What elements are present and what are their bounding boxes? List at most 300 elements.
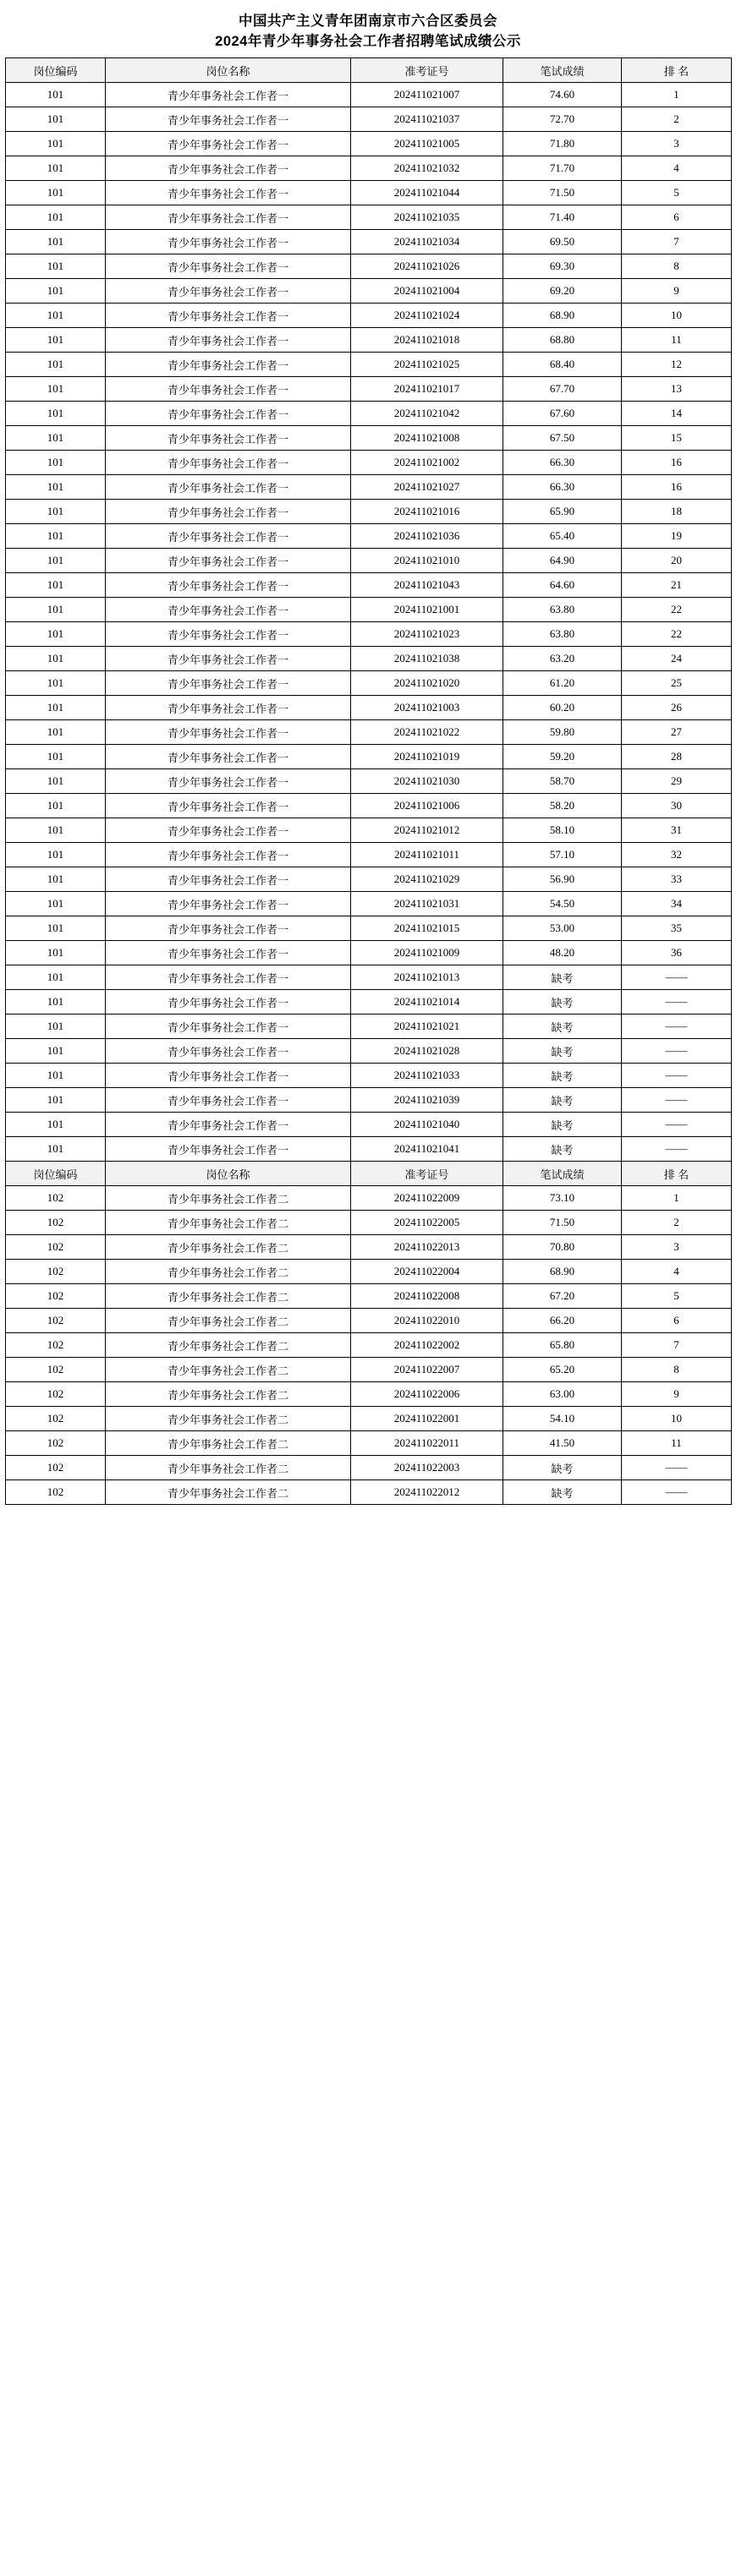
cell-rank: 4 — [622, 156, 732, 181]
cell-score: 缺考 — [503, 1039, 622, 1064]
cell-job-code: 101 — [6, 402, 106, 426]
cell-job-name: 青少年事务社会工作者二 — [106, 1382, 351, 1407]
cell-rank: 29 — [622, 769, 732, 794]
table-row — [6, 230, 732, 254]
cell-score: 54.10 — [503, 1407, 622, 1431]
cell-job-name: 青少年事务社会工作者一 — [106, 990, 351, 1015]
table-row — [6, 990, 732, 1015]
cell-score: 66.20 — [503, 1309, 622, 1333]
cell-score: 71.50 — [503, 1211, 622, 1235]
cell-score: 41.50 — [503, 1431, 622, 1456]
table-row — [6, 205, 732, 230]
cell-score: 缺考 — [503, 1088, 622, 1113]
cell-ticket-no: 202411021037 — [351, 107, 503, 132]
cell-job-code: 102 — [6, 1456, 106, 1480]
cell-job-code: 101 — [6, 867, 106, 892]
cell-job-code: 101 — [6, 524, 106, 549]
cell-job-code: 102 — [6, 1333, 106, 1358]
cell-job-code: 101 — [6, 107, 106, 132]
cell-rank: 3 — [622, 132, 732, 156]
cell-job-code: 101 — [6, 1064, 106, 1088]
cell-rank: 14 — [622, 402, 732, 426]
cell-job-name: 青少年事务社会工作者二 — [106, 1407, 351, 1431]
cell-ticket-no: 202411021044 — [351, 181, 503, 205]
table-row — [6, 500, 732, 524]
cell-job-name: 青少年事务社会工作者一 — [106, 573, 351, 598]
cell-job-code: 102 — [6, 1480, 106, 1505]
column-header: 排 名 — [622, 1162, 732, 1186]
cell-job-name: 青少年事务社会工作者一 — [106, 83, 351, 107]
cell-ticket-no: 202411021007 — [351, 83, 503, 107]
table-row — [6, 1456, 732, 1480]
table-row — [6, 1015, 732, 1039]
cell-ticket-no: 202411022008 — [351, 1284, 503, 1309]
table-row — [6, 1186, 732, 1211]
cell-rank: —— — [622, 1039, 732, 1064]
table-row — [6, 769, 732, 794]
cell-rank: 22 — [622, 598, 732, 622]
cell-rank: 18 — [622, 500, 732, 524]
cell-job-code: 101 — [6, 1137, 106, 1162]
cell-score: 68.40 — [503, 353, 622, 377]
cell-rank: 26 — [622, 696, 732, 720]
cell-job-name: 青少年事务社会工作者二 — [106, 1235, 351, 1260]
cell-score: 54.50 — [503, 892, 622, 916]
table-row — [6, 696, 732, 720]
table-row — [6, 132, 732, 156]
cell-job-code: 102 — [6, 1431, 106, 1456]
cell-ticket-no: 202411022010 — [351, 1309, 503, 1333]
cell-score: 65.90 — [503, 500, 622, 524]
cell-job-code: 101 — [6, 132, 106, 156]
column-header: 准考证号 — [351, 1162, 503, 1186]
cell-rank: 4 — [622, 1260, 732, 1284]
cell-ticket-no: 202411021021 — [351, 1015, 503, 1039]
table-row — [6, 475, 732, 500]
cell-ticket-no: 202411021024 — [351, 304, 503, 328]
cell-job-code: 101 — [6, 279, 106, 304]
cell-ticket-no: 202411021012 — [351, 818, 503, 843]
cell-job-code: 101 — [6, 671, 106, 696]
cell-job-name: 青少年事务社会工作者一 — [106, 1137, 351, 1162]
cell-job-code: 101 — [6, 745, 106, 769]
cell-ticket-no: 202411021010 — [351, 549, 503, 573]
cell-ticket-no: 202411021004 — [351, 279, 503, 304]
cell-ticket-no: 202411022011 — [351, 1431, 503, 1456]
cell-job-name: 青少年事务社会工作者二 — [106, 1309, 351, 1333]
cell-job-code: 101 — [6, 230, 106, 254]
cell-job-name: 青少年事务社会工作者二 — [106, 1186, 351, 1211]
table-row — [6, 402, 732, 426]
cell-ticket-no: 202411021033 — [351, 1064, 503, 1088]
cell-ticket-no: 202411022009 — [351, 1186, 503, 1211]
cell-ticket-no: 202411021030 — [351, 769, 503, 794]
cell-job-code: 102 — [6, 1309, 106, 1333]
cell-rank: 9 — [622, 279, 732, 304]
cell-job-name: 青少年事务社会工作者一 — [106, 720, 351, 745]
cell-job-name: 青少年事务社会工作者一 — [106, 205, 351, 230]
cell-job-code: 101 — [6, 1039, 106, 1064]
table-row — [6, 1382, 732, 1407]
cell-score: 缺考 — [503, 1456, 622, 1480]
cell-job-code: 101 — [6, 549, 106, 573]
table-row — [6, 1309, 732, 1333]
cell-ticket-no: 202411021029 — [351, 867, 503, 892]
cell-job-code: 101 — [6, 818, 106, 843]
cell-ticket-no: 202411022005 — [351, 1211, 503, 1235]
cell-job-code: 101 — [6, 475, 106, 500]
cell-ticket-no: 202411022004 — [351, 1260, 503, 1284]
table-row — [6, 1064, 732, 1088]
cell-rank: 8 — [622, 1358, 732, 1382]
cell-score: 63.00 — [503, 1382, 622, 1407]
cell-ticket-no: 202411021018 — [351, 328, 503, 353]
cell-rank: 6 — [622, 1309, 732, 1333]
cell-job-code: 102 — [6, 1260, 106, 1284]
table-row — [6, 573, 732, 598]
cell-score: 67.50 — [503, 426, 622, 451]
cell-ticket-no: 202411021020 — [351, 671, 503, 696]
cell-ticket-no: 202411022001 — [351, 1407, 503, 1431]
cell-job-name: 青少年事务社会工作者一 — [106, 769, 351, 794]
cell-score: 58.70 — [503, 769, 622, 794]
cell-job-code: 101 — [6, 647, 106, 671]
cell-job-name: 青少年事务社会工作者一 — [106, 377, 351, 402]
cell-score: 65.40 — [503, 524, 622, 549]
cell-job-name: 青少年事务社会工作者一 — [106, 622, 351, 647]
cell-job-code: 101 — [6, 304, 106, 328]
cell-job-code: 101 — [6, 156, 106, 181]
cell-job-name: 青少年事务社会工作者二 — [106, 1358, 351, 1382]
table-row — [6, 1333, 732, 1358]
cell-job-code: 101 — [6, 573, 106, 598]
cell-rank: 32 — [622, 843, 732, 867]
cell-job-name: 青少年事务社会工作者一 — [106, 254, 351, 279]
cell-ticket-no: 202411021031 — [351, 892, 503, 916]
cell-score: 58.10 — [503, 818, 622, 843]
cell-ticket-no: 202411021015 — [351, 916, 503, 941]
table-row — [6, 1211, 732, 1235]
cell-rank: 34 — [622, 892, 732, 916]
cell-score: 71.40 — [503, 205, 622, 230]
cell-job-name: 青少年事务社会工作者一 — [106, 181, 351, 205]
cell-score: 67.70 — [503, 377, 622, 402]
cell-rank: 8 — [622, 254, 732, 279]
cell-job-name: 青少年事务社会工作者一 — [106, 230, 351, 254]
cell-job-name: 青少年事务社会工作者一 — [106, 353, 351, 377]
cell-rank: 1 — [622, 1186, 732, 1211]
cell-rank: —— — [622, 1113, 732, 1137]
cell-rank: 7 — [622, 1333, 732, 1358]
cell-score: 69.50 — [503, 230, 622, 254]
cell-ticket-no: 202411021028 — [351, 1039, 503, 1064]
column-header: 笔试成绩 — [503, 1162, 622, 1186]
cell-job-code: 101 — [6, 1088, 106, 1113]
table-row — [6, 843, 732, 867]
table-row — [6, 647, 732, 671]
cell-score: 64.60 — [503, 573, 622, 598]
cell-ticket-no: 202411021019 — [351, 745, 503, 769]
cell-job-name: 青少年事务社会工作者二 — [106, 1333, 351, 1358]
cell-job-name: 青少年事务社会工作者一 — [106, 132, 351, 156]
table-row — [6, 107, 732, 132]
cell-rank: 25 — [622, 671, 732, 696]
cell-job-name: 青少年事务社会工作者一 — [106, 1015, 351, 1039]
cell-job-name: 青少年事务社会工作者一 — [106, 941, 351, 965]
cell-rank: 12 — [622, 353, 732, 377]
cell-ticket-no: 202411021005 — [351, 132, 503, 156]
cell-job-name: 青少年事务社会工作者二 — [106, 1211, 351, 1235]
table-header-row — [6, 58, 732, 83]
cell-rank: 33 — [622, 867, 732, 892]
cell-job-name: 青少年事务社会工作者一 — [106, 671, 351, 696]
cell-score: 69.30 — [503, 254, 622, 279]
cell-score: 71.50 — [503, 181, 622, 205]
cell-job-code: 101 — [6, 598, 106, 622]
cell-job-name: 青少年事务社会工作者一 — [106, 328, 351, 353]
cell-job-name: 青少年事务社会工作者二 — [106, 1260, 351, 1284]
cell-rank: 35 — [622, 916, 732, 941]
cell-score: 69.20 — [503, 279, 622, 304]
column-header: 岗位名称 — [106, 58, 351, 83]
cell-rank: 2 — [622, 107, 732, 132]
cell-ticket-no: 202411021040 — [351, 1113, 503, 1137]
table-row — [6, 304, 732, 328]
cell-score: 缺考 — [503, 1480, 622, 1505]
cell-score: 70.80 — [503, 1235, 622, 1260]
cell-rank: 5 — [622, 181, 732, 205]
cell-rank: 31 — [622, 818, 732, 843]
cell-score: 缺考 — [503, 1113, 622, 1137]
table-row — [6, 794, 732, 818]
cell-ticket-no: 202411021043 — [351, 573, 503, 598]
table-row — [6, 156, 732, 181]
exam-results-table — [5, 57, 732, 1505]
column-header: 准考证号 — [351, 58, 503, 83]
cell-rank: 19 — [622, 524, 732, 549]
table-row — [6, 1039, 732, 1064]
cell-ticket-no: 202411022002 — [351, 1333, 503, 1358]
cell-job-code: 102 — [6, 1211, 106, 1235]
cell-score: 65.20 — [503, 1358, 622, 1382]
cell-job-code: 101 — [6, 696, 106, 720]
cell-rank: 3 — [622, 1235, 732, 1260]
table-header-row — [6, 1162, 732, 1186]
table-row — [6, 892, 732, 916]
table-row — [6, 916, 732, 941]
cell-job-code: 102 — [6, 1235, 106, 1260]
cell-rank: 11 — [622, 1431, 732, 1456]
cell-job-name: 青少年事务社会工作者二 — [106, 1431, 351, 1456]
cell-ticket-no: 202411021041 — [351, 1137, 503, 1162]
table-row — [6, 181, 732, 205]
column-header: 排 名 — [622, 58, 732, 83]
cell-rank: —— — [622, 990, 732, 1015]
cell-job-name: 青少年事务社会工作者一 — [106, 1088, 351, 1113]
table-row — [6, 1358, 732, 1382]
cell-rank: —— — [622, 965, 732, 990]
cell-job-name: 青少年事务社会工作者一 — [106, 1064, 351, 1088]
cell-job-code: 101 — [6, 426, 106, 451]
cell-ticket-no: 202411022007 — [351, 1358, 503, 1382]
cell-job-name: 青少年事务社会工作者一 — [106, 1039, 351, 1064]
table-row — [6, 1235, 732, 1260]
cell-job-name: 青少年事务社会工作者一 — [106, 916, 351, 941]
cell-job-code: 101 — [6, 843, 106, 867]
cell-ticket-no: 202411021017 — [351, 377, 503, 402]
table-row — [6, 524, 732, 549]
cell-job-code: 102 — [6, 1358, 106, 1382]
cell-job-name: 青少年事务社会工作者一 — [106, 156, 351, 181]
table-row — [6, 818, 732, 843]
cell-rank: 10 — [622, 304, 732, 328]
cell-job-name: 青少年事务社会工作者一 — [106, 279, 351, 304]
cell-job-name: 青少年事务社会工作者一 — [106, 892, 351, 916]
cell-rank: —— — [622, 1088, 732, 1113]
cell-rank: 2 — [622, 1211, 732, 1235]
cell-ticket-no: 202411022006 — [351, 1382, 503, 1407]
table-row — [6, 1137, 732, 1162]
cell-score: 74.60 — [503, 83, 622, 107]
table-row — [6, 1088, 732, 1113]
cell-score: 59.80 — [503, 720, 622, 745]
cell-job-code: 101 — [6, 916, 106, 941]
table-row — [6, 279, 732, 304]
cell-rank: 1 — [622, 83, 732, 107]
cell-score: 73.10 — [503, 1186, 622, 1211]
cell-rank: —— — [622, 1480, 732, 1505]
cell-score: 67.20 — [503, 1284, 622, 1309]
cell-rank: 13 — [622, 377, 732, 402]
cell-job-name: 青少年事务社会工作者一 — [106, 965, 351, 990]
cell-job-name: 青少年事务社会工作者一 — [106, 451, 351, 475]
cell-score: 68.90 — [503, 304, 622, 328]
cell-score: 66.30 — [503, 475, 622, 500]
cell-rank: —— — [622, 1015, 732, 1039]
cell-ticket-no: 202411021003 — [351, 696, 503, 720]
cell-ticket-no: 202411021042 — [351, 402, 503, 426]
cell-job-name: 青少年事务社会工作者一 — [106, 500, 351, 524]
cell-job-code: 102 — [6, 1186, 106, 1211]
cell-ticket-no: 202411021011 — [351, 843, 503, 867]
cell-ticket-no: 202411022013 — [351, 1235, 503, 1260]
cell-rank: 30 — [622, 794, 732, 818]
cell-job-name: 青少年事务社会工作者一 — [106, 843, 351, 867]
cell-job-code: 101 — [6, 990, 106, 1015]
cell-rank: 7 — [622, 230, 732, 254]
cell-job-name: 青少年事务社会工作者一 — [106, 598, 351, 622]
cell-job-name: 青少年事务社会工作者一 — [106, 745, 351, 769]
cell-job-name: 青少年事务社会工作者一 — [106, 1113, 351, 1137]
table-row — [6, 549, 732, 573]
cell-rank: 5 — [622, 1284, 732, 1309]
cell-score: 71.80 — [503, 132, 622, 156]
cell-rank: 22 — [622, 622, 732, 647]
column-header: 笔试成绩 — [503, 58, 622, 83]
cell-score: 48.20 — [503, 941, 622, 965]
cell-score: 68.90 — [503, 1260, 622, 1284]
cell-job-code: 101 — [6, 769, 106, 794]
cell-job-name: 青少年事务社会工作者一 — [106, 524, 351, 549]
table-row — [6, 426, 732, 451]
cell-rank: 16 — [622, 475, 732, 500]
cell-job-name: 青少年事务社会工作者一 — [106, 794, 351, 818]
cell-ticket-no: 202411022003 — [351, 1456, 503, 1480]
cell-ticket-no: 202411022012 — [351, 1480, 503, 1505]
cell-job-code: 101 — [6, 377, 106, 402]
cell-ticket-no: 202411021002 — [351, 451, 503, 475]
cell-job-name: 青少年事务社会工作者一 — [106, 818, 351, 843]
table-row — [6, 377, 732, 402]
cell-score: 63.80 — [503, 598, 622, 622]
table-row — [6, 1480, 732, 1505]
cell-score: 59.20 — [503, 745, 622, 769]
cell-job-name: 青少年事务社会工作者二 — [106, 1456, 351, 1480]
cell-score: 53.00 — [503, 916, 622, 941]
table-row — [6, 941, 732, 965]
cell-job-code: 102 — [6, 1407, 106, 1431]
cell-job-code: 101 — [6, 205, 106, 230]
cell-job-code: 101 — [6, 965, 106, 990]
table-row — [6, 1407, 732, 1431]
cell-rank: —— — [622, 1064, 732, 1088]
cell-ticket-no: 202411021009 — [351, 941, 503, 965]
cell-ticket-no: 202411021016 — [351, 500, 503, 524]
cell-job-name: 青少年事务社会工作者一 — [106, 647, 351, 671]
cell-score: 71.70 — [503, 156, 622, 181]
cell-job-code: 101 — [6, 83, 106, 107]
cell-rank: 6 — [622, 205, 732, 230]
cell-ticket-no: 202411021001 — [351, 598, 503, 622]
cell-job-name: 青少年事务社会工作者一 — [106, 867, 351, 892]
cell-rank: 24 — [622, 647, 732, 671]
cell-job-code: 101 — [6, 181, 106, 205]
table-row — [6, 622, 732, 647]
cell-job-code: 101 — [6, 500, 106, 524]
cell-rank: 11 — [622, 328, 732, 353]
cell-ticket-no: 202411021006 — [351, 794, 503, 818]
cell-score: 63.80 — [503, 622, 622, 647]
cell-score: 缺考 — [503, 965, 622, 990]
cell-score: 65.80 — [503, 1333, 622, 1358]
cell-job-name: 青少年事务社会工作者一 — [106, 475, 351, 500]
cell-score: 67.60 — [503, 402, 622, 426]
cell-rank: 9 — [622, 1382, 732, 1407]
cell-job-name: 青少年事务社会工作者一 — [106, 107, 351, 132]
cell-ticket-no: 202411021014 — [351, 990, 503, 1015]
cell-job-name: 青少年事务社会工作者二 — [106, 1480, 351, 1505]
table-row — [6, 598, 732, 622]
cell-rank: 10 — [622, 1407, 732, 1431]
cell-score: 61.20 — [503, 671, 622, 696]
cell-job-code: 101 — [6, 720, 106, 745]
cell-job-code: 101 — [6, 254, 106, 279]
cell-job-code: 101 — [6, 1113, 106, 1137]
cell-job-name: 青少年事务社会工作者一 — [106, 549, 351, 573]
cell-ticket-no: 202411021027 — [351, 475, 503, 500]
cell-job-code: 101 — [6, 622, 106, 647]
table-row — [6, 965, 732, 990]
cell-score: 缺考 — [503, 1015, 622, 1039]
cell-score: 64.90 — [503, 549, 622, 573]
cell-score: 缺考 — [503, 990, 622, 1015]
cell-score: 63.20 — [503, 647, 622, 671]
cell-score: 缺考 — [503, 1137, 622, 1162]
cell-score: 56.90 — [503, 867, 622, 892]
cell-rank: 27 — [622, 720, 732, 745]
cell-ticket-no: 202411021025 — [351, 353, 503, 377]
table-row — [6, 83, 732, 107]
